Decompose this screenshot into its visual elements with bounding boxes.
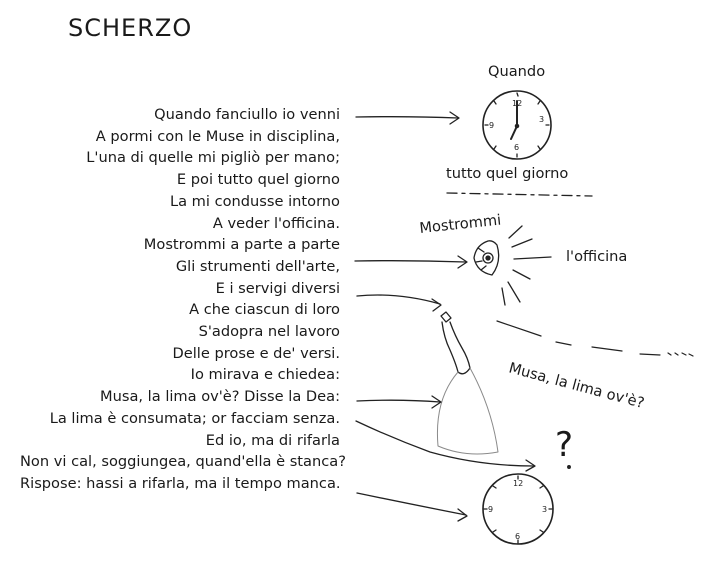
poem-line: Musa, la lima ov'è? Disse la Dea: xyxy=(100,388,340,406)
poem-line: Ed io, ma di rifarla xyxy=(205,431,340,449)
clock-bottom-6: 6 xyxy=(515,532,521,541)
arrow-mostrommi xyxy=(355,256,467,268)
clock-icon-bottom xyxy=(483,474,553,544)
poem-line: Non vi cal, soggiungea, quand'ella è stanca? xyxy=(20,453,346,471)
poem-line: Io mirava e chiedea: xyxy=(190,366,340,384)
clock-top-9: 9 xyxy=(489,121,495,130)
clock-bottom-9: 9 xyxy=(488,505,494,514)
clock-icon-top xyxy=(483,91,551,159)
poem-line: La mi condusse intorno xyxy=(169,192,340,210)
arrow-quando xyxy=(356,112,459,124)
annotation-musa-lima: Musa, la lima ov'è? xyxy=(506,359,647,412)
poem-line: Mostrommi a parte a parte xyxy=(143,236,340,254)
poem-line: E poi tutto quel giorno xyxy=(176,171,340,189)
annotation-officina: l'officina xyxy=(566,248,628,265)
poem-line: Gli strumenti dell'arte, xyxy=(175,257,340,275)
poem-line: La lima è consumata; or facciam senza. xyxy=(49,409,340,427)
clock-bottom-3: 3 xyxy=(542,505,548,514)
clock-bottom-12: 12 xyxy=(513,479,524,488)
clock-top-6: 6 xyxy=(514,143,520,152)
arrow-rifarla xyxy=(356,421,535,471)
question-dot xyxy=(568,466,571,469)
dashed-line-arte xyxy=(497,321,693,356)
poem-line: L'una di quelle mi pigliò per mano; xyxy=(86,149,340,167)
poem-line: Delle prose e de' versi. xyxy=(172,344,340,362)
clock-top-3: 3 xyxy=(539,115,545,124)
question-mark: ? xyxy=(555,425,574,465)
poem-line: E i servigi diversi xyxy=(215,279,340,297)
clock-top-12: 12 xyxy=(512,99,523,108)
arrow-rispose xyxy=(357,493,467,521)
eye-icon xyxy=(474,226,551,305)
annotation-tutto-quel-giorno: tutto quel giorno xyxy=(446,165,569,182)
dashed-line-giorno xyxy=(447,193,592,196)
poem-line: A pormi con le Muse in disciplina, xyxy=(95,127,340,145)
light-bulb-icon xyxy=(437,312,498,454)
poem-line: Rispose: hassi a rifarla, ma il tempo manca. xyxy=(20,474,341,492)
poem-line: S'adopra nel lavoro xyxy=(198,323,340,341)
poem-line: A che ciascun di loro xyxy=(189,301,340,319)
poem-line: Quando fanciullo io venni xyxy=(154,106,340,123)
arrow-servigi xyxy=(357,295,441,311)
poem-line: A veder l'officina. xyxy=(212,214,340,232)
annotation-quando: Quando xyxy=(488,63,546,80)
arrow-lima xyxy=(357,396,441,408)
page-title: SCHERZO xyxy=(68,14,193,42)
annotation-mostrommi: Mostrommi xyxy=(418,211,502,237)
